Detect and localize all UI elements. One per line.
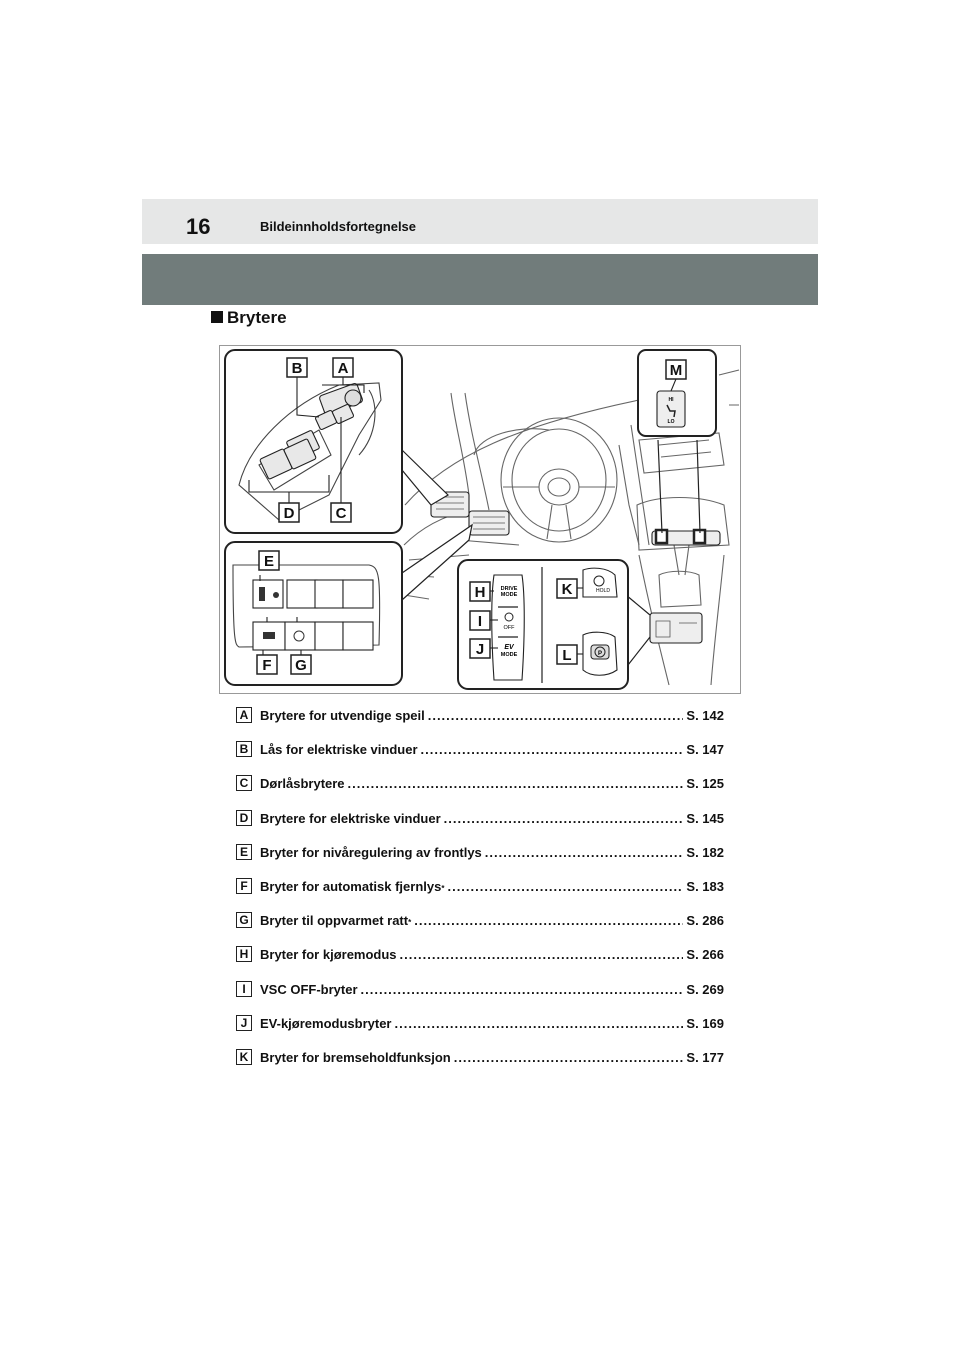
item-letter: D xyxy=(236,810,252,826)
page-ref[interactable]: S. 266 xyxy=(686,947,724,963)
item-text: Dørlåsbrytere xyxy=(260,776,345,792)
item-letter: K xyxy=(236,1049,252,1065)
item-letter: J xyxy=(236,1015,252,1031)
ev-label: EV xyxy=(504,644,514,651)
page-ref[interactable]: S. 183 xyxy=(686,878,724,894)
list-item xyxy=(236,775,724,809)
parking-label: P xyxy=(597,651,603,657)
vsc-off-label: OFF xyxy=(503,625,515,631)
seat-heat-lo-label: LO xyxy=(667,419,675,425)
callout-i: I xyxy=(477,613,483,630)
page-ref[interactable]: S. 269 xyxy=(686,981,724,997)
list-item xyxy=(236,1049,724,1083)
drive-mode-label-2: MODE xyxy=(500,592,518,598)
item-text: Lås for elektriske vinduer xyxy=(260,742,418,758)
item-letter: H xyxy=(236,946,252,962)
page-ref[interactable]: S. 286 xyxy=(686,913,724,929)
section-heading xyxy=(211,308,287,328)
list-item xyxy=(236,707,724,741)
item-letter: F xyxy=(236,878,252,894)
callout-k: K xyxy=(561,581,573,598)
item-letter: G xyxy=(236,912,252,928)
header-bar xyxy=(142,199,818,244)
switch-index-list xyxy=(236,707,724,1083)
callout-b: B xyxy=(291,360,303,377)
list-item xyxy=(236,844,724,878)
callout-h: H xyxy=(474,584,486,601)
item-letter: A xyxy=(236,707,252,723)
page-ref[interactable]: S. 182 xyxy=(686,844,724,860)
item-text: VSC OFF-bryter xyxy=(260,981,358,997)
item-text: Bryter for kjøremodus xyxy=(260,947,397,963)
callout-a: A xyxy=(337,360,349,377)
page-ref[interactable]: S. 147 xyxy=(686,742,724,758)
item-letter: B xyxy=(236,741,252,757)
item-text: EV-kjøremodusbryter xyxy=(260,1015,392,1031)
item-letter: C xyxy=(236,775,252,791)
hold-label: HOLD xyxy=(596,588,610,594)
page-ref[interactable]: S. 177 xyxy=(686,1049,724,1065)
page-title: Bildeinnholdsfortegnelse xyxy=(260,219,417,234)
page-ref[interactable]: S. 169 xyxy=(686,1015,724,1031)
callout-f: F xyxy=(262,657,272,674)
item-text: Bryter for automatisk fjernlys xyxy=(260,878,442,894)
list-item xyxy=(236,741,724,775)
section-title: Brytere xyxy=(227,308,287,327)
callout-d: D xyxy=(283,505,295,522)
page-ref[interactable]: S. 142 xyxy=(686,708,724,723)
item-text: Bryter for nivåregulering av frontlys xyxy=(260,844,482,860)
callout-g: G xyxy=(295,657,307,674)
callout-c: C xyxy=(335,505,347,522)
page-ref[interactable]: S. 145 xyxy=(686,810,724,826)
footnote-mark: * xyxy=(441,883,445,893)
callout-j: J xyxy=(475,641,485,658)
list-item xyxy=(236,981,724,1015)
list-item xyxy=(236,912,724,946)
switches-illustration xyxy=(219,345,741,694)
list-item xyxy=(236,946,724,980)
item-text: Brytere for elektriske vinduer xyxy=(260,810,441,826)
item-letter: E xyxy=(236,844,252,860)
footnote-mark: * xyxy=(408,918,412,928)
item-text: Bryter til oppvarmet ratt xyxy=(260,913,409,929)
callout-m: M xyxy=(669,362,683,379)
callout-e: E xyxy=(263,553,275,570)
drive-mode-label-1: DRIVE xyxy=(500,586,518,592)
list-item xyxy=(236,878,724,912)
callout-l: L xyxy=(562,647,572,664)
list-item xyxy=(236,810,724,844)
header-band xyxy=(142,254,818,305)
list-item xyxy=(236,1015,724,1049)
item-text: Bryter for bremseholdfunksjon xyxy=(260,1049,451,1065)
ev-mode-label: MODE xyxy=(500,652,518,658)
page-ref[interactable]: S. 125 xyxy=(686,776,724,792)
bullet-square-icon xyxy=(211,311,223,323)
seat-heat-hi-label: HI xyxy=(668,397,674,403)
page-number: 16 xyxy=(186,214,211,239)
item-text: Brytere for utvendige speil xyxy=(260,708,425,723)
item-letter: I xyxy=(236,981,252,997)
